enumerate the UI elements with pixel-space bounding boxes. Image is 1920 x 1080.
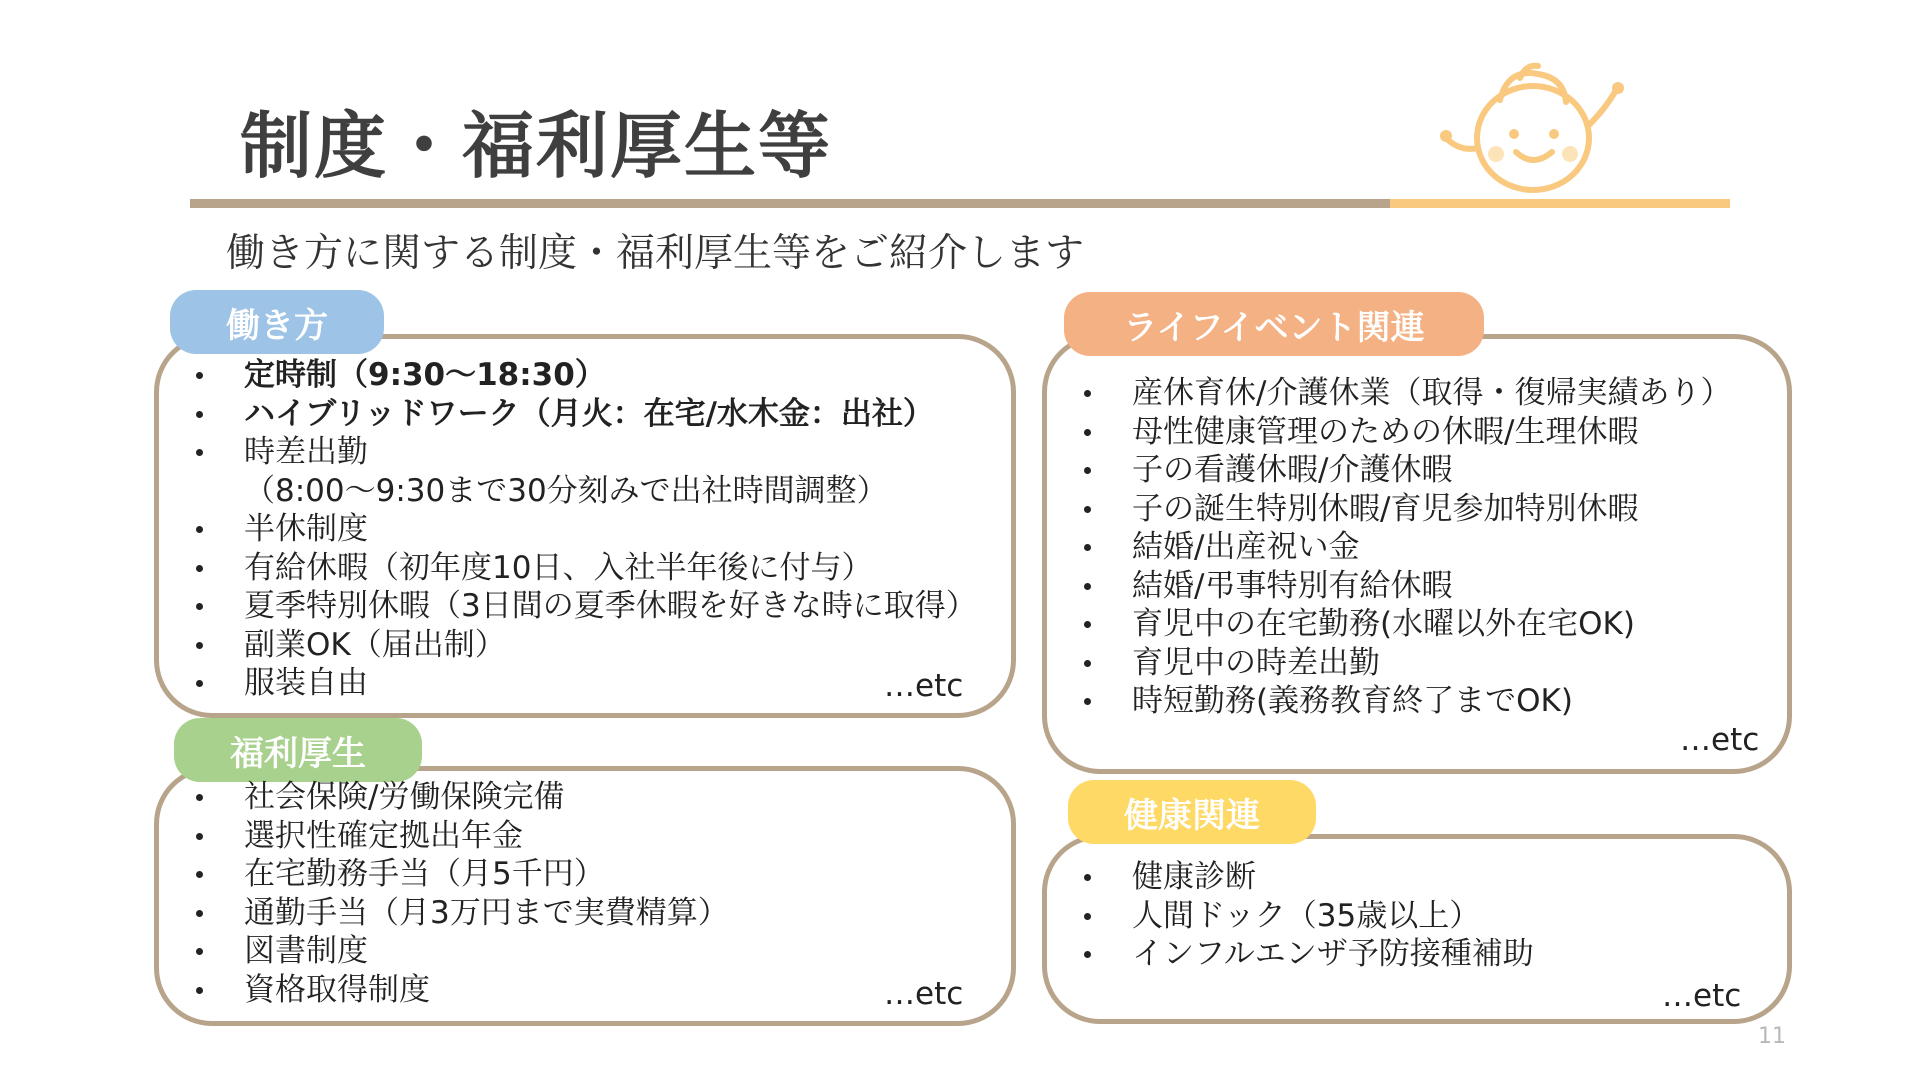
health-list — [1078, 858, 1534, 974]
title-divider — [190, 199, 1390, 208]
welfare-tab: 福利厚生 — [174, 718, 422, 782]
work-style-etc: …etc — [884, 668, 964, 704]
list-item: 半休制度 — [190, 510, 977, 549]
list-item: 時差出勤 — [190, 433, 977, 472]
list-item: 在宅勤務手当（月5千円） — [190, 855, 729, 894]
health-etc: …etc — [1662, 978, 1742, 1014]
health-tab: 健康関連 — [1068, 780, 1316, 844]
list-item: 選択性確定拠出年金 — [190, 817, 729, 856]
life-event-tab: ライフイベント関連 — [1064, 292, 1484, 356]
list-item: 育児中の時差出勤 — [1078, 644, 1731, 683]
list-item: ハイブリッドワーク（月火：在宅/水木金：出社） — [190, 395, 977, 434]
list-item: 社会保険/労働保険完備 — [190, 778, 729, 817]
list-item: 服装自由 — [190, 664, 977, 703]
work-style-tab: 働き方 — [170, 290, 384, 354]
list-item: 結婚/出産祝い金 — [1078, 528, 1731, 567]
list-item: インフルエンザ予防接種補助 — [1078, 935, 1534, 974]
list-item: 母性健康管理のための休暇/生理休暇 — [1078, 413, 1731, 452]
list-item: 有給休暇（初年度10日、入社半年後に付与） — [190, 549, 977, 588]
list-item: 健康診断 — [1078, 858, 1534, 897]
smiling-character-icon — [1438, 56, 1628, 196]
list-item: 産休育休/介護休業（取得・復帰実績あり） — [1078, 374, 1731, 413]
life-event-list — [1078, 374, 1731, 721]
list-item: 人間ドック（35歳以上） — [1078, 897, 1534, 936]
list-item: 時短勤務(義務教育終了までOK) — [1078, 682, 1731, 721]
welfare-list — [190, 778, 729, 1009]
list-item: 子の看護休暇/介護休暇 — [1078, 451, 1731, 490]
list-item: 定時制（9:30～18:30） — [190, 356, 977, 395]
list-item: 資格取得制度 — [190, 971, 729, 1010]
list-item: 結婚/弔事特別有給休暇 — [1078, 567, 1731, 606]
list-item: 副業OK（届出制） — [190, 626, 977, 665]
list-item: 育児中の在宅勤務(水曜以外在宅OK) — [1078, 605, 1731, 644]
life-event-etc: …etc — [1680, 722, 1760, 758]
page-title: 制度・福利厚生等 — [240, 104, 833, 188]
welfare-etc: …etc — [884, 976, 964, 1012]
page-subtitle: 働き方に関する制度・福利厚生等をご紹介します — [226, 231, 1085, 276]
list-item: 通勤手当（月3万円まで実費精算） — [190, 894, 729, 933]
list-item-note: （8:00～9:30まで30分刻みで出社時間調整） — [244, 472, 888, 509]
list-item: 子の誕生特別休暇/育児参加特別休暇 — [1078, 490, 1731, 529]
page-number: 11 — [1758, 1024, 1786, 1049]
list-item: 夏季特別休暇（3日間の夏季休暇を好きな時に取得） — [190, 587, 977, 626]
list-item: 図書制度 — [190, 932, 729, 971]
work-style-list — [190, 356, 977, 703]
title-divider-accent — [1390, 199, 1730, 208]
